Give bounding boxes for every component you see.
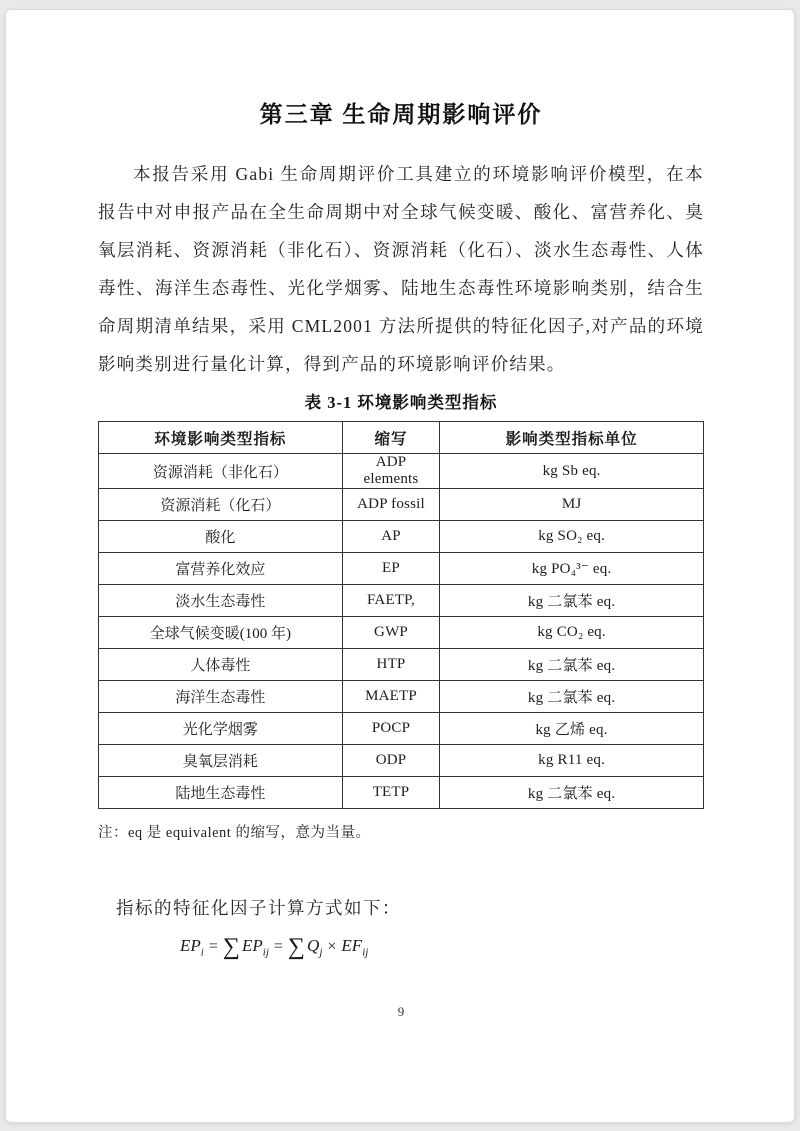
cell-indicator: 资源消耗（化石） (99, 489, 343, 521)
cell-unit: kg 二氯苯 eq. (440, 777, 704, 809)
cell-unit: kg PO₄³⁻ eq. (440, 553, 704, 585)
table-row (99, 681, 704, 713)
header-unit: 影响类型指标单位 (440, 422, 704, 454)
cell-abbr: POCP (342, 713, 439, 745)
table-row (99, 454, 704, 489)
document-page (5, 9, 795, 1123)
cell-indicator: 酸化 (99, 521, 343, 553)
formula-lead: 指标的特征化因子计算方式如下： (116, 898, 401, 918)
table-row (99, 553, 704, 585)
equals-sign: = (208, 938, 218, 955)
table-row (99, 489, 704, 521)
table-row (99, 649, 704, 681)
cell-unit: kg SO₂ eq. (440, 521, 704, 553)
formula-term-ep-ij: EP (241, 936, 263, 955)
cell-unit: kg 乙烯 eq. (440, 713, 704, 745)
chapter-title: 第三章 生命周期影响评价 (259, 102, 543, 127)
header-indicator: 环境影响类型指标 (99, 422, 343, 454)
cell-unit: kg 二氯苯 eq. (440, 681, 704, 713)
cell-indicator: 陆地生态毒性 (99, 777, 343, 809)
table-note: 注：eq 是 equivalent 的缩写，意为当量。 (98, 825, 371, 841)
page-number: 9 (397, 1004, 405, 1020)
cell-abbr: ADP elements (342, 454, 439, 489)
table-row (99, 777, 704, 809)
cell-indicator: 富营养化效应 (99, 553, 343, 585)
body-paragraph: 本报告采用 Gabi 生命周期评价工具建立的环境影响评价模型，在本报告中对申报产品在全生命周期中对全球气候变暖、酸化、富营养化、臭氧层消耗、资源消耗（非化石）、资源消耗（化石）、淡水生态毒性、人体毒性、海洋生态毒性、光化学烟雾、陆地生态毒性环境影响类别，结合生命周期清单结果，采用 CML2001 方法所提供的特征化因子,对产品的环境影响类别进行量化计算，得到产品的环境影响评价结果。 (98, 164, 704, 374)
cell-unit: kg R11 eq. (440, 745, 704, 777)
cell-abbr: ODP (342, 745, 439, 777)
cell-abbr: AP (342, 521, 439, 553)
cell-indicator: 资源消耗（非化石） (99, 454, 343, 489)
cell-unit: kg CO₂ eq. (440, 617, 704, 649)
cell-indicator: 人体毒性 (99, 649, 343, 681)
formula-term-q-j: Q (307, 936, 320, 955)
cell-indicator: 海洋生态毒性 (99, 681, 343, 713)
cell-indicator: 淡水生态毒性 (99, 585, 343, 617)
impact-table (98, 421, 704, 809)
cell-indicator: 臭氧层消耗 (99, 745, 343, 777)
cell-abbr: HTP (342, 649, 439, 681)
cell-abbr: EP (342, 553, 439, 585)
table-row (99, 745, 704, 777)
cell-abbr: GWP (342, 617, 439, 649)
table-row (99, 521, 704, 553)
header-abbr: 缩写 (342, 422, 439, 454)
cell-unit: kg Sb eq. (440, 454, 704, 489)
characterization-formula: $EP_i$ = ∑ $EP_{ij}$ = ∑ $Q_j \times EF_{ij}$ (180, 934, 369, 960)
formula-term-ep-i: EP (180, 936, 201, 955)
multiply-sign: × (327, 938, 337, 955)
cell-unit: kg 二氯苯 eq. (440, 649, 704, 681)
cell-abbr: TETP (342, 777, 439, 809)
cell-abbr: MAETP (342, 681, 439, 713)
cell-unit: kg 二氯苯 eq. (440, 585, 704, 617)
table-row (99, 713, 704, 745)
formula-term-ef-ij: EF (341, 936, 363, 955)
sum-icon: ∑ (287, 934, 306, 960)
table-row (99, 617, 704, 649)
table-row (99, 585, 704, 617)
sum-icon: ∑ (222, 934, 240, 960)
cell-indicator: 全球气候变暖(100 年) (99, 617, 343, 649)
table-caption: 表 3-1 环境影响类型指标 (304, 393, 498, 412)
cell-indicator: 光化学烟雾 (99, 713, 343, 745)
cell-abbr: FAETP, (342, 585, 439, 617)
cell-abbr: ADP fossil (342, 489, 439, 521)
equals-sign: = (273, 938, 283, 955)
cell-unit: MJ (440, 489, 704, 521)
table-header-row (99, 422, 704, 454)
